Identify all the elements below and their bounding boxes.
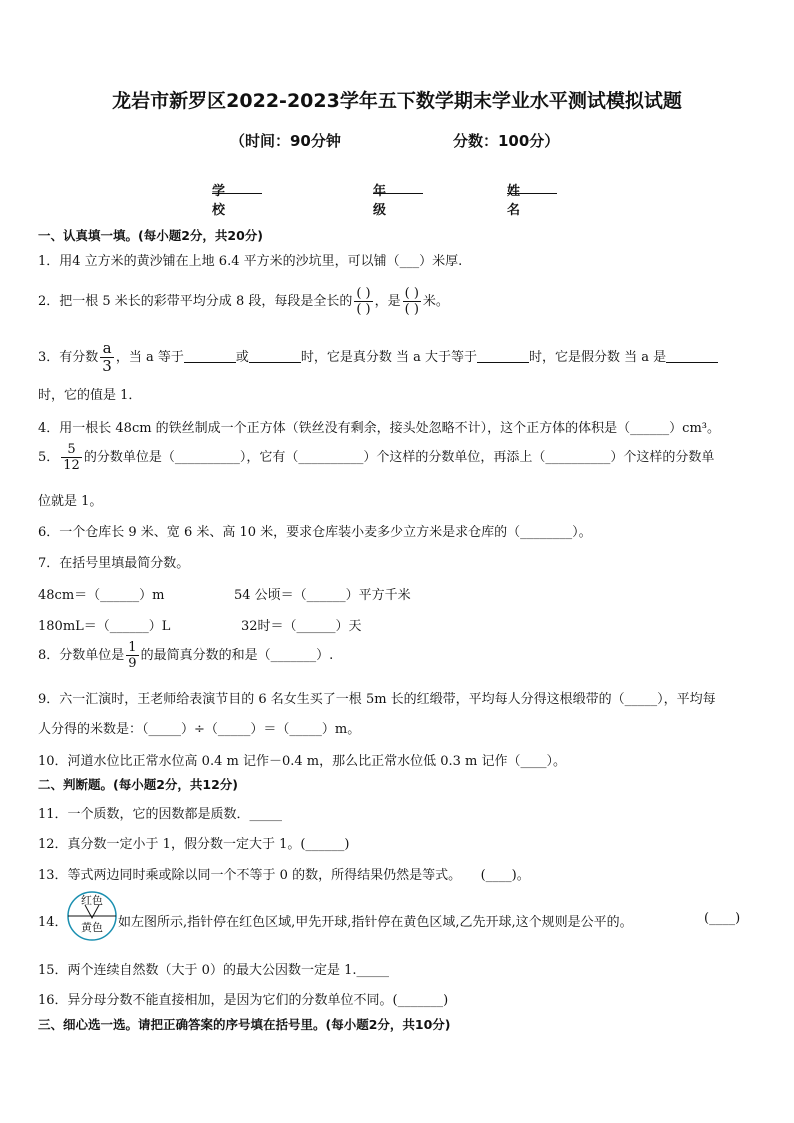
section-2-heading: 二、判断题。(每小题2分，共12分) <box>38 777 239 792</box>
score-label: 分数：100分） <box>453 132 560 150</box>
question-8 <box>38 640 333 671</box>
q2-fraction-1 <box>354 286 372 317</box>
question-15: 15．两个连续自然数（大于 0）的最大公因数一定是 1._____ <box>38 963 389 978</box>
section-1-heading: 一、认真填一填。(每小题2分，共20分) <box>38 228 264 243</box>
q5-text-b: 的分数单位是（__________），它有（__________）个这样的分数单位，再添上（__________）个这样的分数单 <box>83 450 715 465</box>
q2-text-c: 米。 <box>422 294 449 309</box>
school-label: 学校 <box>212 184 226 218</box>
school-blank[interactable] <box>212 180 262 194</box>
question-5-cont: 位就是 1。 <box>38 494 103 509</box>
question-14-num: 14． <box>38 915 68 930</box>
q5-frac-num: 5 <box>67 442 76 457</box>
name-blank[interactable] <box>507 180 557 194</box>
q3-text-e: 时，它是假分数 当 a 是 <box>529 350 667 365</box>
question-7c: 180mL＝（______）L <box>38 619 171 634</box>
spinner-svg <box>67 891 117 941</box>
spinner-yellow-label: 黄色 <box>81 921 103 934</box>
question-9: 9．六一汇演时，王老师给表演节目的 6 名女生买了一根 5m 长的红缎带，平均每人分得这根缎带的（_____），平均每 <box>38 692 716 707</box>
question-7b: 54 公顷＝（______）平方千米 <box>234 588 411 603</box>
q3-blank-3[interactable] <box>477 350 529 363</box>
q8-fraction <box>126 640 138 671</box>
q8-frac-den: 9 <box>128 656 137 671</box>
spinner-red-label: 红色 <box>81 894 103 907</box>
q3-text-a: 3．有分数 <box>38 350 99 365</box>
spinner-diagram <box>67 891 117 941</box>
question-3-cont: 时，它的值是 1． <box>38 388 142 403</box>
question-14: 如左图所示,指针停在红色区域,甲先开球,指针停在黄色区域,乙先开球,这个规则是公平的。 <box>118 915 633 930</box>
question-9-cont: 人分得的米数是：（_____）÷（_____）＝（_____）m。 <box>38 722 361 737</box>
q3-blank-4[interactable] <box>666 350 718 363</box>
q2-text-a: 2．把一根 5 米长的彩带平均分成 8 段，每段是全长的 <box>38 294 353 309</box>
q2-fraction-2 <box>403 286 421 317</box>
q3-text-c: 或 <box>235 350 249 365</box>
q2-frac2-den[interactable]: ( ) <box>404 302 419 317</box>
q3-fraction <box>100 340 114 375</box>
q2-frac2-num[interactable]: ( ) <box>404 286 419 301</box>
grade-blank[interactable] <box>373 180 423 194</box>
grade-label: 年级 <box>373 184 387 218</box>
q8-text-a: 8．分数单位是 <box>38 648 125 663</box>
question-14-answer[interactable]: (____) <box>704 911 741 926</box>
question-13: 13．等式两边同时乘或除以同一个不等于 0 的数，所得结果仍然是等式。 (____)。 <box>38 868 530 883</box>
question-16: 16．异分母分数不能直接相加，是因为它们的分数单位不同。(_______) <box>38 993 449 1008</box>
question-10: 10．河道水位比正常水位高 0.4 m 记作－0.4 m，那么比正常水位低 0.3 m 记作（____）。 <box>38 754 566 769</box>
q5-text-a: 5． <box>38 450 60 465</box>
q5-fraction <box>61 442 82 473</box>
q3-frac-num: a <box>102 339 112 357</box>
question-5 <box>38 442 714 473</box>
question-11: 11．一个质数，它的因数都是质数．_____ <box>38 807 283 822</box>
question-7d: 32时＝（______）天 <box>241 619 362 634</box>
section-3-heading: 三、细心选一选。请把正确答案的序号填在括号里。(每小题2分，共10分) <box>38 1017 451 1032</box>
q2-frac1-den[interactable]: ( ) <box>356 302 371 317</box>
question-3 <box>38 340 718 375</box>
name-label: 姓名 <box>507 184 521 218</box>
q5-frac-den: 12 <box>63 458 80 473</box>
q3-blank-1[interactable] <box>184 350 236 363</box>
question-1: 1．用4 立方米的黄沙铺在上地 6.4 平方米的沙坑里，可以铺（___）米厚. <box>38 254 463 269</box>
question-4: 4．用一根长 48cm 的铁丝制成一个正方体（铁丝没有剩余，接头处忽略不计），这个正方体的体积是（______）cm³。 <box>38 421 721 436</box>
question-2 <box>38 286 449 317</box>
q3-text-d: 时，它是真分数 当 a 大于等于 <box>300 350 478 365</box>
question-6: 6．一个仓库长 9 米、宽 6 米、高 10 米，要求仓库装小麦多少立方米是求仓库的（________）。 <box>38 525 592 540</box>
q3-text-b: ，当 a 等于 <box>115 350 184 365</box>
q3-blank-2[interactable] <box>249 350 301 363</box>
question-12: 12．真分数一定小于 1，假分数一定大于 1。(______) <box>38 837 350 852</box>
q3-frac-den: 3 <box>102 357 112 375</box>
question-7a: 48cm＝（______）m <box>38 588 165 603</box>
q8-frac-num: 1 <box>128 640 137 655</box>
q2-frac1-num[interactable]: ( ) <box>356 286 371 301</box>
q2-text-b: ，是 <box>374 294 401 309</box>
question-7: 7．在括号里填最简分数。 <box>38 556 190 571</box>
time-label: （时间：90分钟 <box>230 132 341 150</box>
q8-text-b: 的最简真分数的和是（_______）. <box>140 648 334 663</box>
page-title: 龙岩市新罗区2022-2023学年五下数学期末学业水平测试模拟试题 <box>112 90 682 112</box>
